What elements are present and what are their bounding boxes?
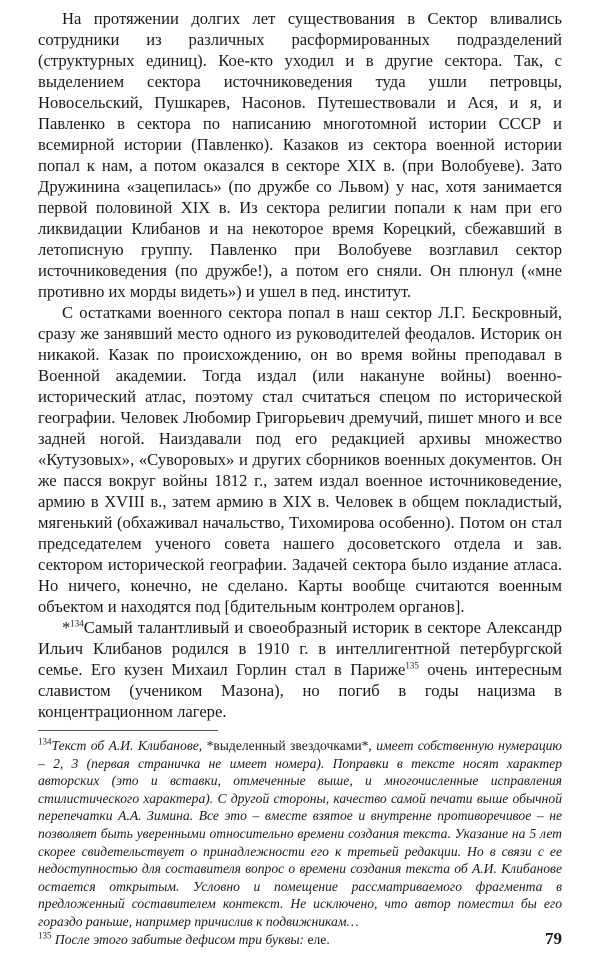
star-marker: * [62, 618, 71, 637]
footnotes [38, 737, 562, 948]
footnote-135-text: После этого забитые дефисом три буквы: [51, 931, 308, 947]
footnote-135 [38, 931, 562, 949]
paragraph-3-text-b: очень интересным славистом (учеником Мазона), но погиб в годы нацизма в концентрационном лагере. [38, 660, 562, 721]
footnote-separator [38, 730, 218, 731]
paragraph-2: С остатками военного сектора попал в наш сектор Л.Г. Бескровный, сразу же занявший место одного из руководителей феодалов. Историк он никакой. Казак по происхождению, он во время войны преподавал в Военной академии. Тогда издал (или накануне войны) военно-исторический атлас, поэтому стал считаться спецом по исторической географии. Человек Любомир Григорьевич дремучий, пишет много и все задней ногой. Наиздавали под его редакцией архивы множество «Кутузовых», «Суворовых» и других сборников военных документов. Он же пасся вокруг войны 1812 г., затем издал военное источниковедение, армию в XVIII в., затем армию в XIX в. Человек в общем покладистый, мягенький (обхаживал начальство, Тихомирова особенно). Потом он стал председателем ученого совета нашего досоветского отдела и зав. сектором исторической географии. Задачей сектора было издание атласа. Но ничего, конечно, не сделано. Карты вообще считаются военным объектом и находятся под [бдительным контролем органов]. [38, 303, 562, 616]
paragraph-1: На протяжении долгих лет существования в Сектор вливались сотрудники из различных расформированных подразделений (структурных единиц). Кое-кто уходил и в другие сектора. Так, с выделением сектора источниковедения туда ушли петровцы, Новосельский, Пушкарев, Насонов. Путешествовали и Ася, и я, и Павленко в сектора по написанию многотомной истории СССР и всемирной истории (Павленко). Казаков из сектора военной истории попал к нам, а потом оказался в секторе XIX в. (при Волобуеве). Зато Дружинина «зацепилась» (по дружбе со Львом) у нас, хотя занимается первой половиной XIX в. Из сектора религии попали к нам при его ликвидации Клибанов и на некоторое время Корецкий, сбежавший в летописную группу. Павленко при Волобуеве возглавил сектор источниковедения (по дружбе!), а потом его сняли. Он плюнул («мне противно их морды видеть») и ушел в пед. институт. [38, 9, 562, 301]
main-text [38, 8, 562, 722]
paragraph-3 [38, 617, 562, 722]
footnote-135-number: 135 [38, 930, 52, 940]
footnote-134-text-a: Текст об А.И. Клибанове, [51, 738, 207, 753]
footnote-134-text-b: *выделенный звездочками* [206, 738, 369, 753]
paragraph-3-text-a: Самый талантливый и своеобразный историк в секторе Александр Ильич Клибанов родился в 1910 г. в интеллигентной петербургской семье. Его кузен Михаил Горлин стал в Париже [38, 618, 562, 679]
page-number: 79 [545, 929, 562, 948]
footnote-134 [38, 737, 562, 931]
footnote-ref-135[interactable]: 135 [405, 660, 419, 671]
footnote-134-text-c: , имеет собственную нумерацию – 2, 3 (первая страничка не имеет номера). Поправки в тексте носят характер авторских (это и вставки, отмеченные выше, и многочисленные исправления стилистического характера). С другой стороны, качество самой печати выше обычной перепечатки А.А. Зимина. Все это – вместе взятое и внутренне противоречивое – не позволяет быть уверенными относительно времени создания текста. Указание на 5 лет скорее свидетельствует о принадлежности его к третьей редакции. Но в связи с ее недоступностью для составителя вопрос о времени создания текста об А.И. Клибанове остается открытым. Условно и помещение рассматриваемого фрагмента в предложенный составителем контекст. Не исключено, что автор поместил бы его гораздо раньше, например причислив к подвижникам… [38, 738, 562, 929]
footnote-134-number: 134 [38, 736, 52, 747]
footnote-ref-134[interactable]: 134 [70, 618, 84, 629]
footnote-135-word: еле. [307, 931, 330, 947]
